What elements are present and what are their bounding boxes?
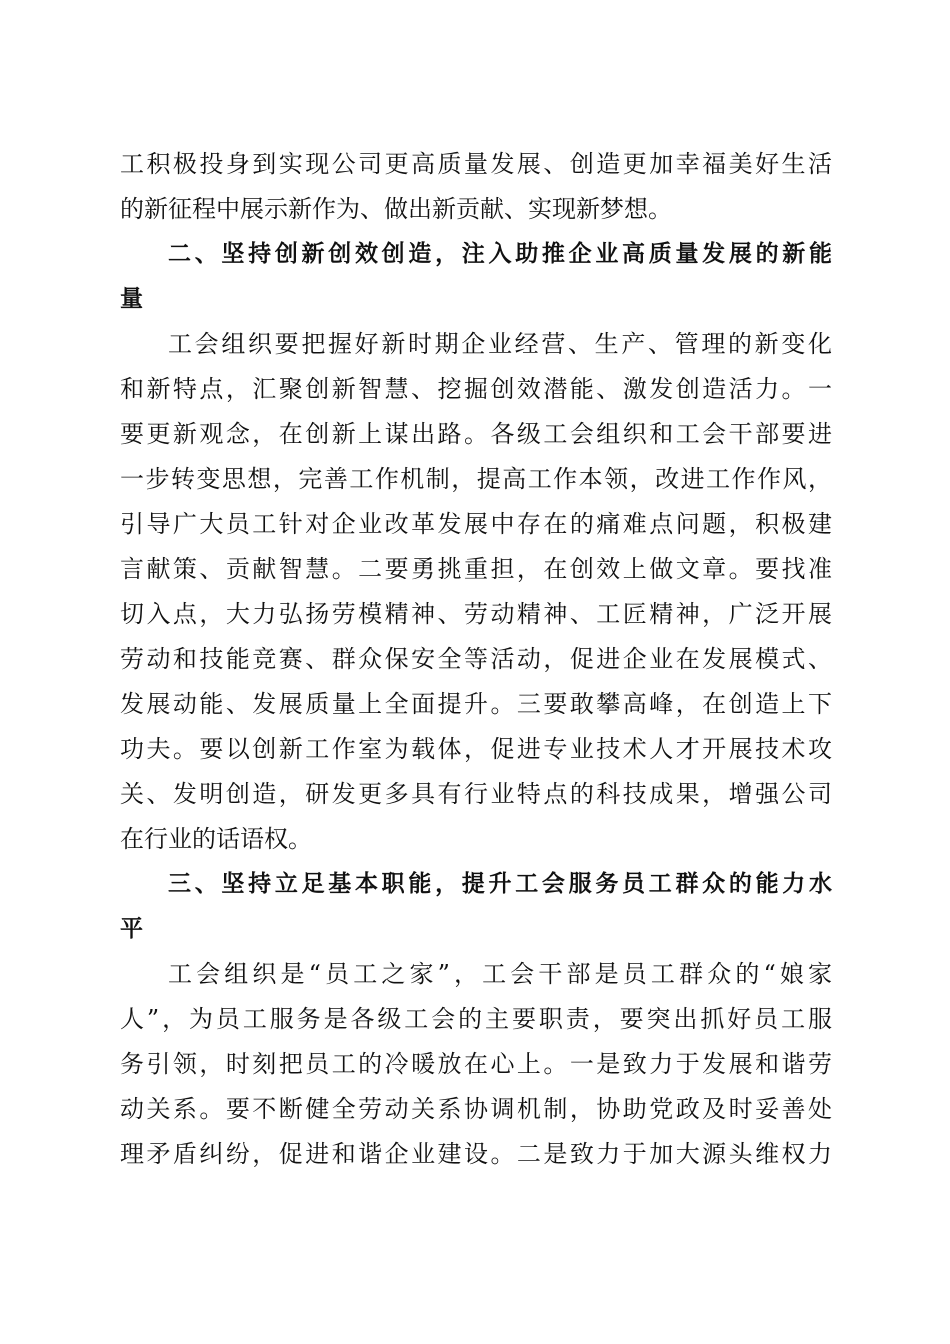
paragraph-innovation	[120, 322, 832, 862]
section-heading-2	[120, 232, 832, 322]
heading-line: 三、坚持立足基本职能，提升工会服务员工群众的能力水	[168, 871, 832, 897]
text-line: 务引领，时刻把员工的冷暖放在心上。一是致力于发展和谐劳	[120, 1050, 832, 1078]
paragraph-continuation	[120, 142, 832, 232]
text-line: 的新征程中展示新作为、做出新贡献、实现新梦想。	[120, 195, 672, 223]
text-line: 劳动和技能竞赛、群众保安全等活动，促进企业在发展模式、	[120, 645, 832, 673]
text-line: 一步转变思想，完善工作机制，提高工作本领，改进工作作风，	[120, 465, 832, 493]
text-line: 要更新观念，在创新上谋出路。各级工会组织和工会干部要进	[120, 420, 832, 448]
heading-line: 量	[120, 286, 143, 312]
text-line: 在行业的话语权。	[120, 825, 312, 853]
heading-line: 二、坚持创新创效创造，注入助推企业高质量发展的新能	[168, 241, 832, 267]
text-line: 功夫。要以创新工作室为载体，促进专业技术人才开展技术攻	[120, 735, 832, 763]
text-line: 引导广大员工针对企业改革发展中存在的痛难点问题，积极建	[120, 510, 832, 538]
text-line: 言献策、贡献智慧。二要勇挑重担，在创效上做文章。要找准	[120, 555, 832, 583]
heading-line: 平	[120, 916, 143, 942]
text-line: 工会组织是“员工之家”，工会干部是员工群众的“娘家	[168, 960, 832, 988]
text-line: 关、发明创造，研发更多具有行业特点的科技成果，增强公司	[120, 780, 832, 808]
text-line: 工积极投身到实现公司更高质量发展、创造更加幸福美好生活	[120, 150, 832, 178]
text-line: 和新特点，汇聚创新智慧、挖掘创效潜能、激发创造活力。一	[120, 375, 832, 403]
section-heading-3	[120, 862, 832, 952]
text-line: 理矛盾纠纷，促进和谐企业建设。二是致力于加大源头维权力	[120, 1140, 832, 1168]
text-line: 发展动能、发展质量上全面提升。三要敢攀高峰，在创造上下	[120, 690, 832, 718]
text-line: 切入点，大力弘扬劳模精神、劳动精神、工匠精神，广泛开展	[120, 600, 832, 628]
text-line: 工会组织要把握好新时期企业经营、生产、管理的新变化	[168, 330, 832, 358]
text-line: 人”，为员工服务是各级工会的主要职责，要突出抓好员工服	[120, 1005, 832, 1033]
paragraph-service	[120, 952, 832, 1177]
text-line: 动关系。要不断健全劳动关系协调机制，协助党政及时妥善处	[120, 1095, 832, 1123]
document-page	[120, 142, 832, 1177]
